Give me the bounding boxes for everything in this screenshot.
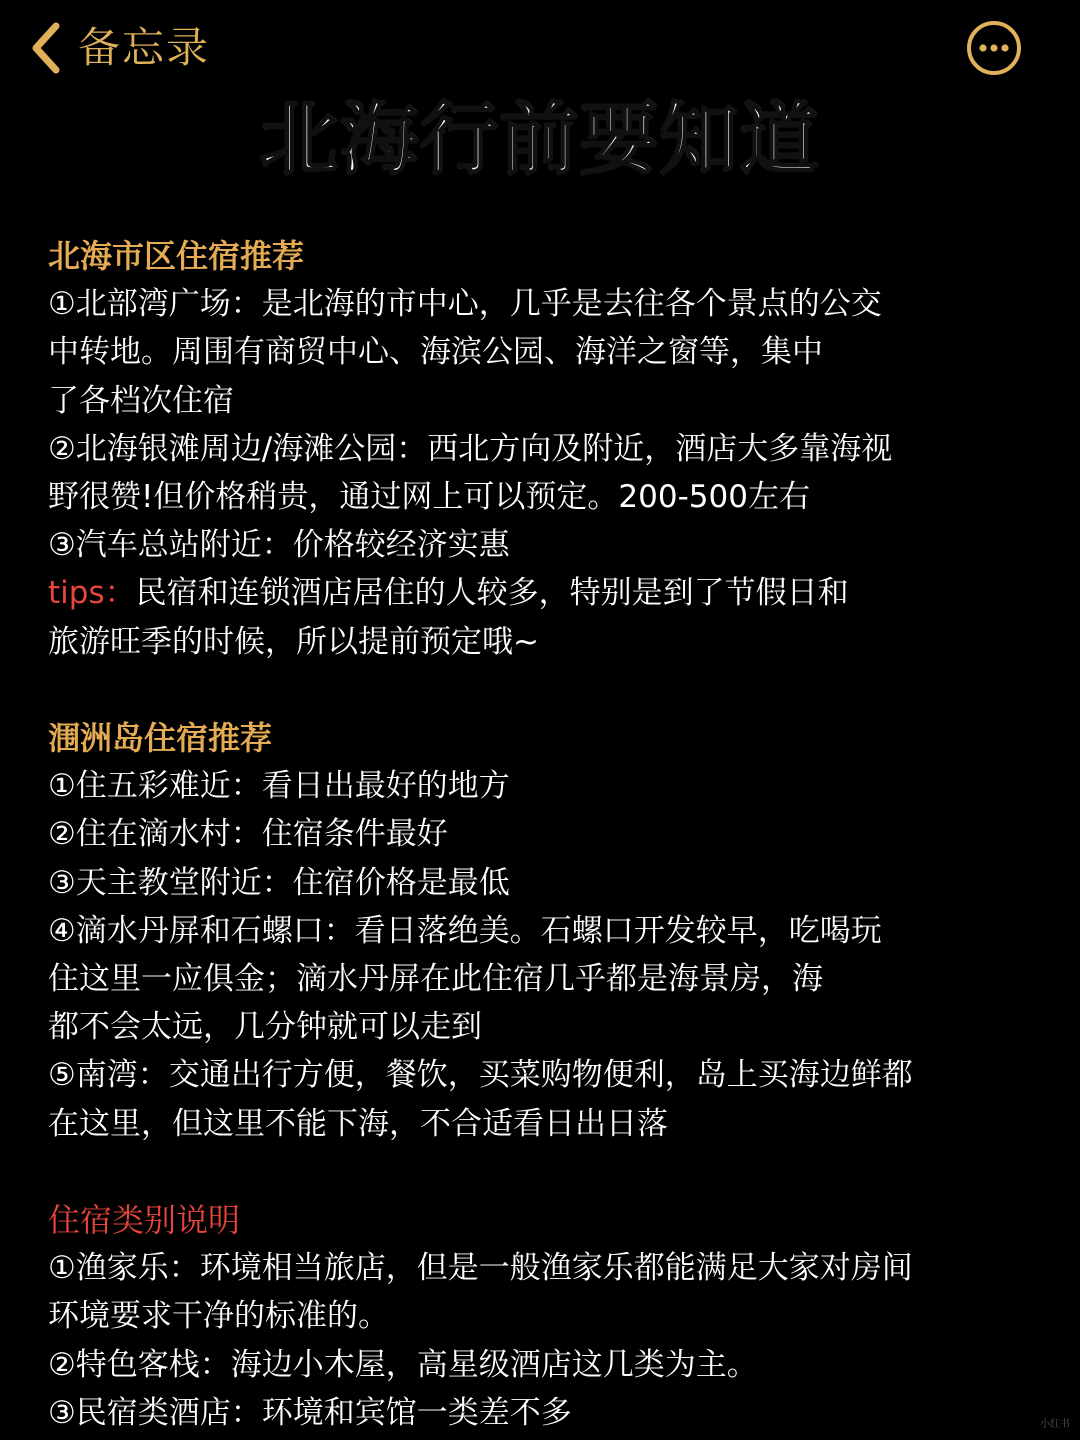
- text-line: ④滴水丹屏和石螺口：看日落绝美。石螺口开发较早，吃喝玩: [48, 912, 882, 949]
- text-line: ②北海银滩周边/海滩公园：西北方向及附近，酒店大多靠海视: [48, 430, 893, 467]
- text-line: ⑤南湾：交通出行方便，餐饮，买菜购物便利，岛上买海边鲜都: [48, 1057, 913, 1094]
- navigation-bar: [0, 0, 1080, 96]
- text-line: ③汽车总站附近：价格较经济实惠: [48, 527, 510, 564]
- text-line: 了各档次住宿: [48, 382, 234, 419]
- text-line: ③民宿类酒店：环境和宾馆一类差不多: [48, 1394, 572, 1431]
- note-title: 北海行前要知道: [259, 95, 820, 185]
- text-line: 野很赞!但价格稍贵，通过网上可以预定。200-500左右: [48, 479, 810, 516]
- back-label: 备忘录: [78, 23, 211, 72]
- text-line: ③天主教堂附近：住宿价格是最低: [48, 864, 510, 901]
- back-button[interactable]: [28, 18, 210, 78]
- tips-text: 民宿和连锁酒店居住的人较多，特别是到了节假日和: [135, 575, 849, 612]
- text-line: 旅游旺季的时候，所以提前预定哦~: [48, 623, 539, 660]
- text-line: ①住五彩难近：看日出最好的地方: [48, 768, 510, 805]
- more-icon: [966, 20, 1022, 76]
- text-line: ②特色客栈：海边小木屋，高星级酒店这几类为主。: [48, 1346, 758, 1383]
- spacer: [48, 1148, 1038, 1196]
- tips-label: tips：: [48, 575, 136, 612]
- chevron-left-icon: [28, 22, 64, 74]
- text-line: 都不会太远，几分钟就可以走到: [48, 1009, 482, 1046]
- text-line: ①北部湾广场：是北海的市中心，几乎是去往各个景点的公交: [48, 286, 882, 323]
- more-options-button[interactable]: [966, 20, 1022, 76]
- spacer: [48, 666, 1038, 714]
- note-body[interactable]: [48, 232, 1038, 1437]
- section-heading-categories: 住宿类别说明: [48, 1201, 241, 1240]
- watermark: 小红书: [1040, 1419, 1070, 1430]
- text-line: 在这里，但这里不能下海，不合适看日出日落: [48, 1105, 668, 1142]
- text-line: 住这里一应俱金；滴水丹屏在此住宿几乎都是海景房，海: [48, 961, 823, 998]
- section-heading-city: 北海市区住宿推荐: [48, 237, 305, 275]
- text-line: 环境要求干净的标准的。: [48, 1298, 389, 1335]
- text-line: ②住在滴水村：住宿条件最好: [48, 816, 448, 853]
- section-heading-island: 涠洲岛住宿推荐: [48, 719, 273, 758]
- tips-line: [48, 569, 1038, 617]
- text-line: ①渔家乐：环境相当旅店，但是一般渔家乐都能满足大家对房间: [48, 1250, 913, 1287]
- text-line: 中转地。周围有商贸中心、海滨公园、海洋之窗等，集中: [48, 334, 823, 371]
